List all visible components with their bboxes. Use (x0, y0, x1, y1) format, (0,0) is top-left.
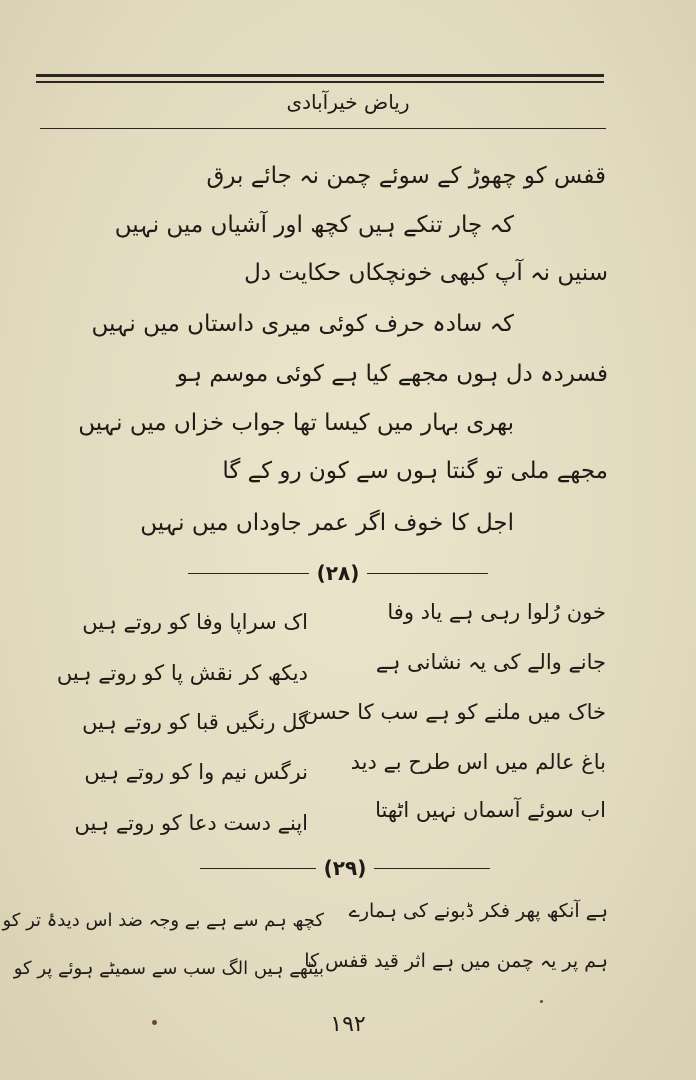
ghazal-line: اجل کا خوف اگر عمر جاوداں میں نہیں (140, 510, 514, 536)
divider-line (374, 868, 490, 869)
poem-line-left: نرگس نیم وا کو روتے ہیں (84, 760, 308, 784)
poem-line-right: ہے آنکھ پھر فکر ڈبونے کی ہمارے (348, 900, 608, 922)
paper-speck (152, 1020, 157, 1025)
poem-line-left: دیکھ کر نقش پا کو روتے ہیں (56, 661, 308, 685)
section-divider-28 (188, 563, 488, 583)
section-divider-29 (200, 858, 490, 878)
running-header: ریاض خیرآبادی (286, 90, 410, 114)
divider-line (200, 868, 316, 869)
poem-line-left: اک سراپا وفا کو روتے ہیں (82, 610, 308, 634)
section-number: (۲۸) (316, 561, 360, 585)
poem-line-left: کچھ ہم سے ہے بے وجہ ضد اس دیدۂ تر کو (2, 910, 324, 931)
paper-speck (540, 1000, 543, 1003)
poem-line-right: خاک میں ملنے کو ہے سب کا حسن (302, 700, 606, 724)
divider-line (367, 573, 488, 574)
poem-line-right: جانے والے کی یہ نشانی ہے (375, 650, 606, 674)
poem-line-right: خون رُلوا رہی ہے یاد وفا (387, 600, 606, 624)
ghazal-line: مجھے ملی تو گنتا ہوں سے کون رو کے گا (222, 458, 608, 484)
ghazal-line: کہ چار تنکے ہیں کچھ اور آشیاں میں نہیں (114, 212, 514, 238)
header-rule-bottom (40, 128, 606, 129)
poem-line-left: گل رنگیں قبا کو روتے ہیں (82, 710, 308, 734)
ghazal-line: بھری بہار میں کیسا تھا جواب خزاں میں نہیں (78, 410, 514, 436)
poem-line-right: ہم پر یہ چمن میں ہے اثر قید قفس کا (304, 950, 608, 972)
header-rule-top (36, 74, 604, 77)
poem-line-left: اپنے دست دعا کو روتے ہیں (74, 811, 308, 835)
poem-line-right: باغ عالم میں اس طرح بے دید (350, 750, 606, 774)
header-rule-second (36, 81, 604, 83)
ghazal-line: فسردہ دل ہوں مجھے کیا ہے کوئی موسم ہو (176, 361, 608, 387)
divider-line (188, 573, 309, 574)
poem-line-left: بیٹھے ہیں الگ سب سے سمیٹے ہوئے پر کو (13, 958, 324, 979)
page-number: ۱۹۲ (330, 1012, 366, 1037)
ghazal-line: سنیں نہ آپ کبھی خونچکاں حکایت دل (244, 260, 608, 286)
section-number: (۲۹) (323, 856, 367, 880)
ghazal-line: قفس کو چھوڑ کے سوئے چمن نہ جائے برق (206, 163, 606, 189)
poem-line-right: اب سوئے آسماں نہیں اٹھتا (375, 798, 606, 822)
ghazal-line: کہ سادہ حرف کوئی میری داستاں میں نہیں (91, 311, 514, 337)
